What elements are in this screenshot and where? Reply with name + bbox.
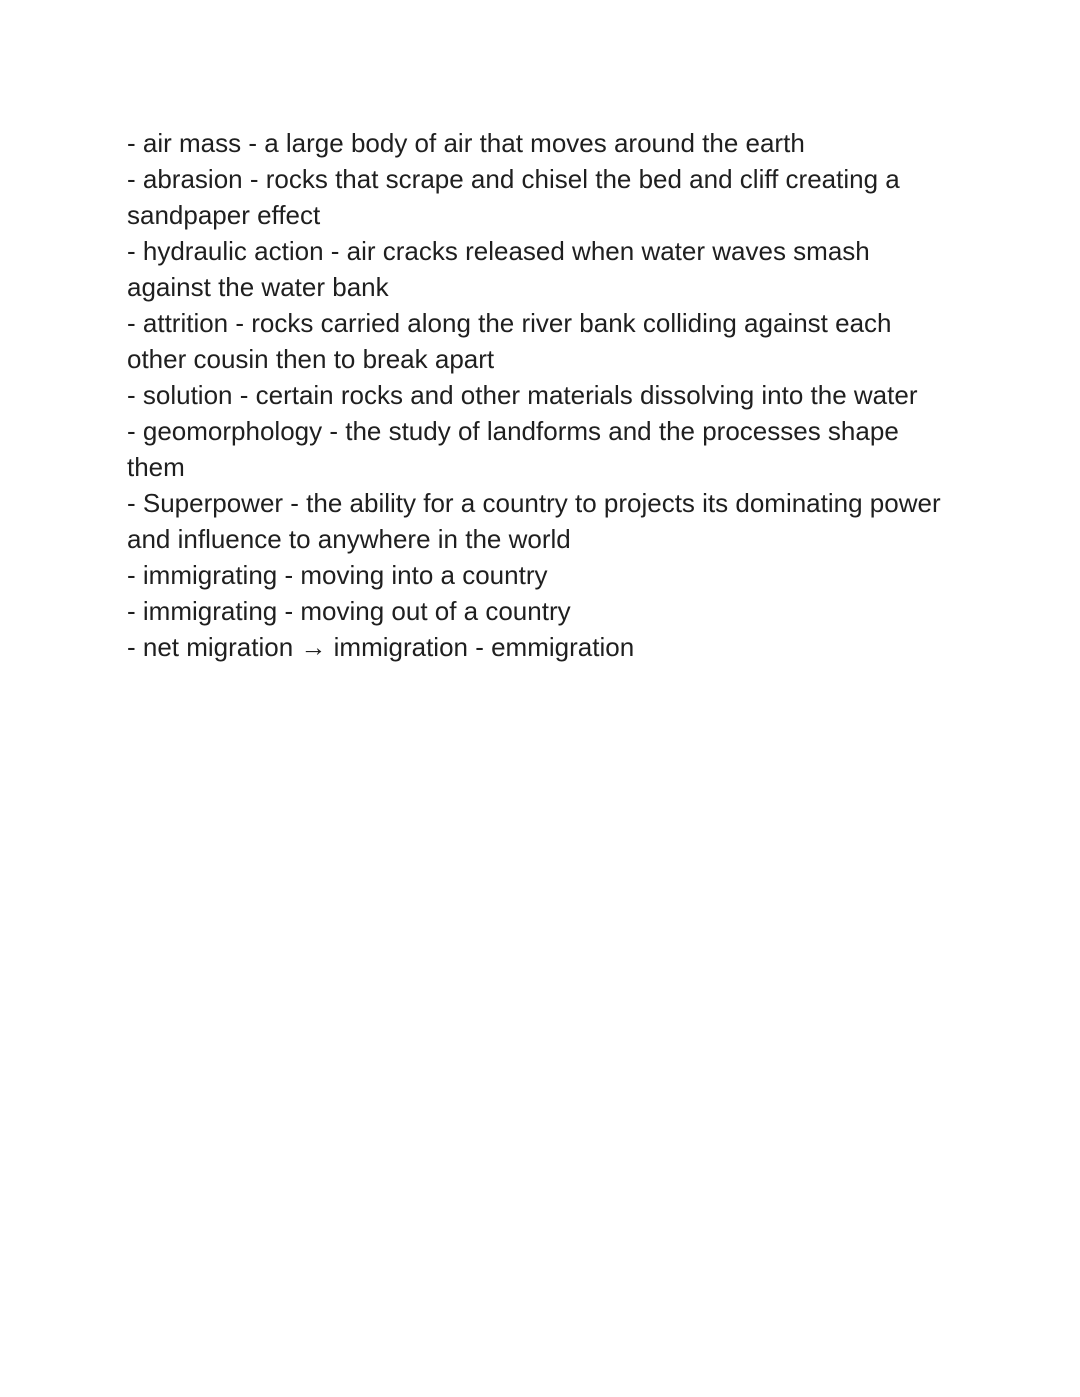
note-line-solution: - solution - certain rocks and other materials dissolving into the water xyxy=(127,380,918,410)
note-line-geomorphology: - geomorphology - the study of landforms and the processes shape them xyxy=(127,416,899,482)
note-line-abrasion: - abrasion - rocks that scrape and chisel the bed and cliff creating a sandpaper effect xyxy=(127,164,900,230)
note-line-attrition: - attrition - rocks carried along the river bank colliding against each other cousin then to break apart xyxy=(127,308,892,374)
notes-list xyxy=(127,125,957,665)
note-line-superpower: - Superpower - the ability for a country to projects its dominating power and influence to anywhere in the world xyxy=(127,488,941,554)
note-line-immigrating-into: - immigrating - moving into a country xyxy=(127,560,548,590)
note-line-net-migration: - net migration → immigration - emmigration xyxy=(127,632,635,662)
note-line-air-mass: - air mass - a large body of air that moves around the earth xyxy=(127,128,805,158)
note-line-hydraulic-action: - hydraulic action - air cracks released when water waves smash against the water bank xyxy=(127,236,870,302)
note-line-immigrating-out: - immigrating - moving out of a country xyxy=(127,596,571,626)
